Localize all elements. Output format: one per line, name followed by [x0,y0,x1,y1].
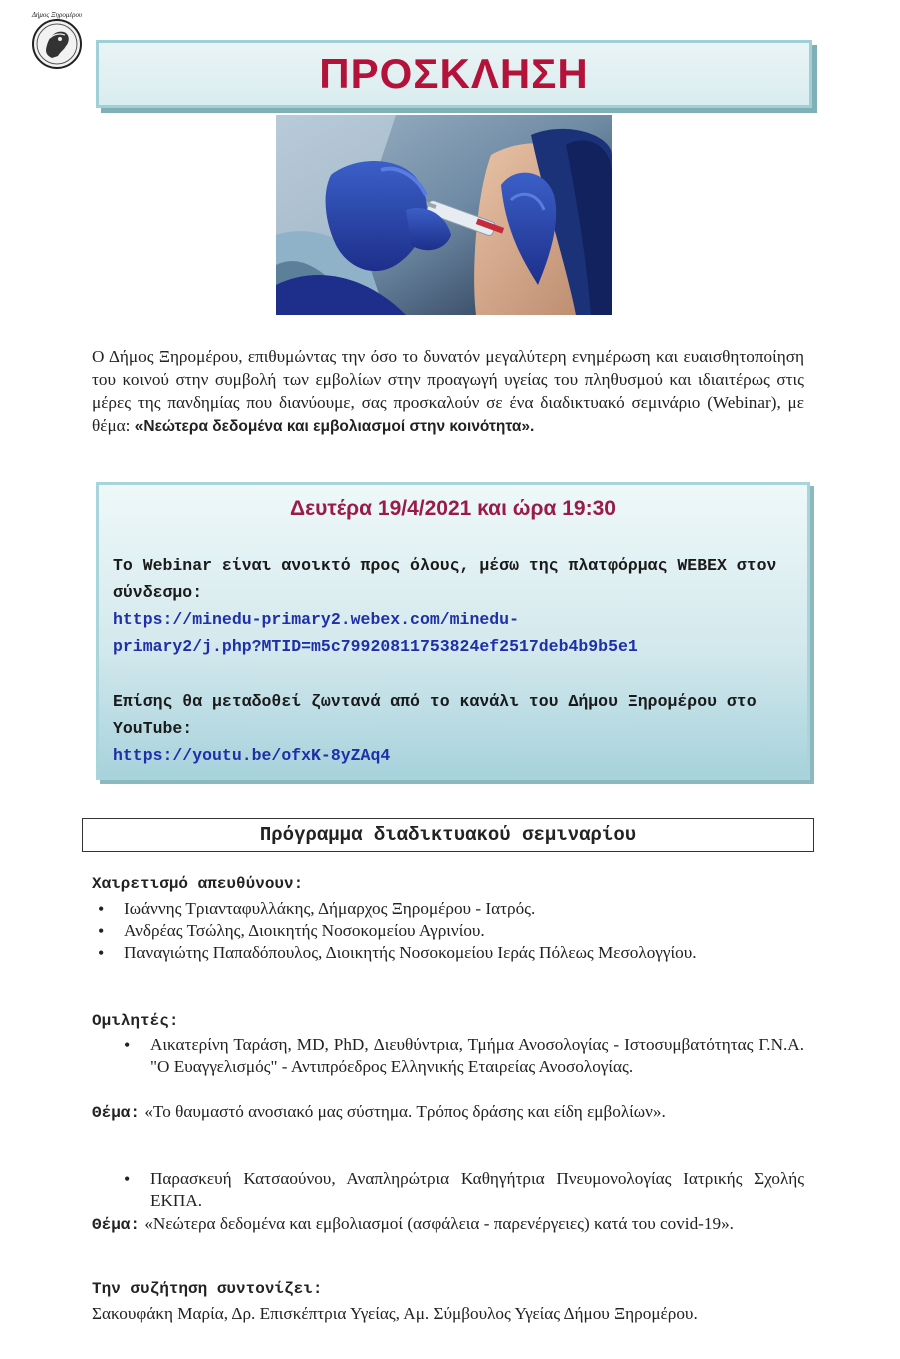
topic-label: Θέμα: [92,1104,141,1122]
svg-text:Δήμος Ξηρομέρου: Δήμος Ξηρομέρου [31,11,83,19]
topic-text: «Νεώτερα δεδομένα και εμβολιασμοί (ασφάλεια - παρενέργειες) κατά του covid-19». [144,1214,734,1233]
program-title-box [82,818,814,852]
municipality-logo [30,8,84,70]
seminar-topic: «Νεώτερα δεδομένα και εμβολιασμοί στην κοινότητα». [134,418,535,435]
speaker-1-topic [92,1100,804,1125]
greetings-list [92,898,804,964]
intro-text: Ο Δήμος Ξηρομέρου, επιθυμώντας την όσο το δυνατόν μεγαλύτερη ενημέρωση και ευαισθητοποίηση του κοινού στην συμβολή των εμβολίων στην προαγωγή υγείας του πληθυσμού και ιδιαιτέρως στις μέρες της πανδημίας που διανύουμε, σας προσκαλούν σε ένα διαδικτυακό σεμινάριο (Webinar), με θέμα: [92,347,804,435]
list-item: • Παναγιώτης Παπαδόπουλος, Διοικητής Νοσοκομείου Ιεράς Πόλεως Μεσολογγίου. [92,942,804,964]
program-title: Πρόγραμμα διαδικτυακού σεμιναρίου [259,824,637,846]
speakers-heading: Ομιλητές: [92,1012,179,1030]
page-title: ΠΡΟΣΚΛΗΣΗ [319,50,589,97]
list-item: • Ανδρέας Τσώλης, Διοικητής Νοσοκομείου Αγρινίου. [92,920,804,942]
list-item: • Αικατερίνη Ταράση, MD, PhD, Διευθύντρια, Τμήμα Ανοσολογίας - Ιστοσυμβατότητας Γ.Ν.Α. "Ο Ευαγγελισμός" - Αντιπρόεδρος Ελληνικής Εταιρείας Ανοσολογίας. [118,1034,804,1078]
event-info-box [96,482,810,780]
vaccine-injection-photo-icon [276,115,612,315]
list-item: • Ιωάννης Τριανταφυλλάκης, Δήμαρχος Ξηρομέρου - Ιατρός. [92,898,804,920]
webex-link[interactable] [113,606,803,660]
event-date: Δευτέρα 19/4/2021 και ώρα 19:30 [290,497,616,520]
webex-link-line-2[interactable]: primary2/j.php?MTID=m5c79920811753824ef2517deb4b9b5e1 [113,637,638,656]
moderator-text: Σακουφάκη Μαρία, Δρ. Επισκέπτρια Υγείας, Αμ. Σύμβουλος Υγείας Δήμου Ξηρομέρου. [92,1304,698,1323]
greetings-heading: Χαιρετισμό απευθύνουν: [92,875,304,893]
municipality-seal-icon [30,8,84,70]
topic-label: Θέμα: [92,1216,141,1234]
youtube-link[interactable]: https://youtu.be/ofxK-8yZAq4 [113,746,391,765]
speaker-2-topic [92,1212,804,1237]
topic-text: «Το θαυμαστό ανοσιακό μας σύστημα. Τρόπος δράσης και είδη εμβολίων». [144,1102,666,1121]
youtube-text: Επίσης θα μεταδοθεί ζωντανά από το κανάλι του Δήμου Ξηρομέρου στο YouTube: [113,692,757,738]
moderator-heading: Την συζήτηση συντονίζει: [92,1280,323,1298]
speaker-1-list [118,1034,804,1078]
intro-paragraph [92,345,804,438]
webex-text: Το Webinar είναι ανοικτό προς όλους, μέσω της πλατφόρμας WEBEX στον σύνδεσμο: [113,556,777,602]
list-item: • Παρασκευή Κατσαούνου, Αναπληρώτρια Καθηγήτρια Πνευμονολογίας Ιατρικής Σχολής ΕΚΠΑ. [118,1168,804,1212]
webex-link-line-1[interactable]: https://minedu-primary2.webex.com/minedu- [113,610,519,629]
title-banner [96,40,812,108]
speaker-2-list [118,1168,804,1212]
